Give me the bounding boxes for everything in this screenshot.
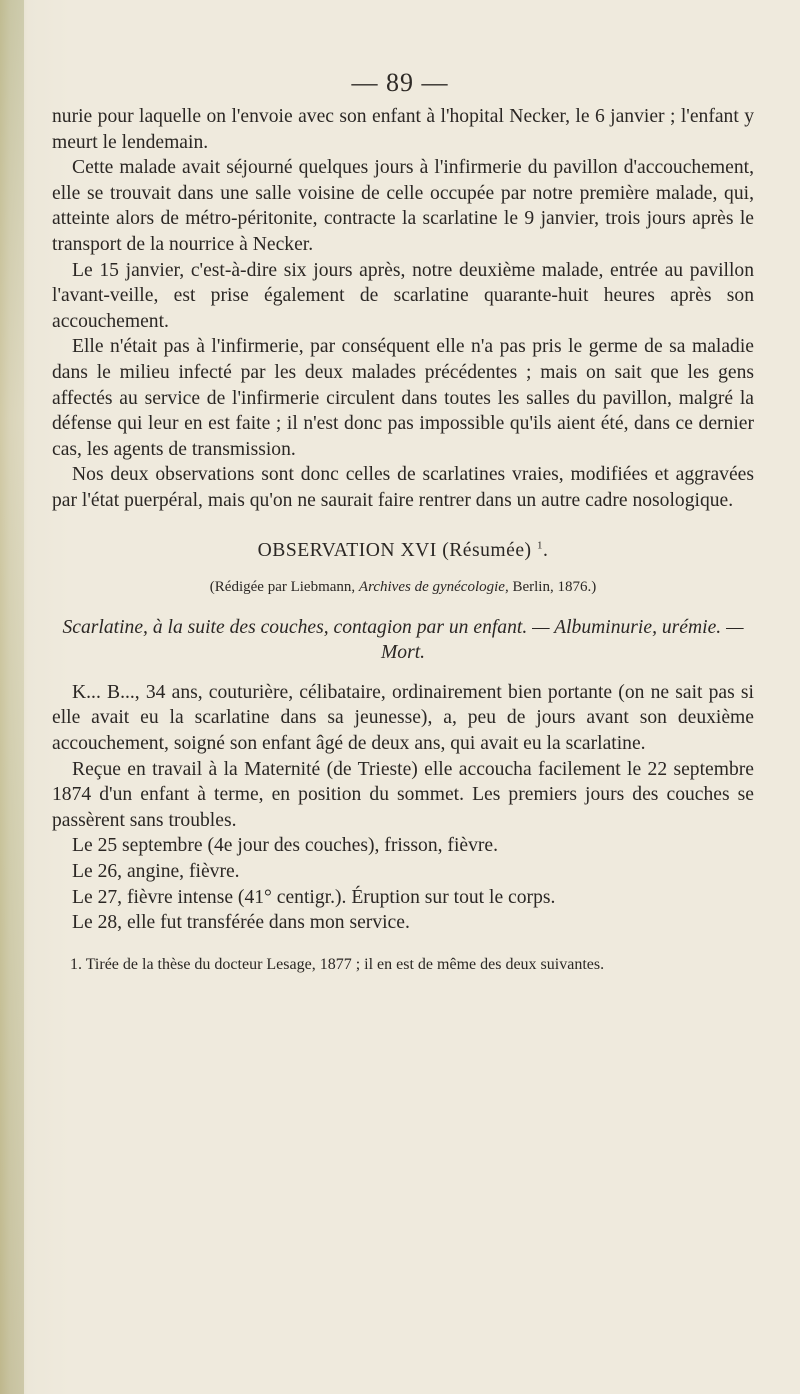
- paragraph: Cette malade avait séjourné quelques jours à l'infirmerie du pavillon d'accouchement, elle se trouvait dans une salle voisine de celle occupée par notre première malade, qui, atteinte alors de métro-péritonite, contracte la scarlatine le 9 janvier, trois jours après le transport de la nourrice à Necker.: [52, 157, 754, 255]
- case-paragraph: Le 26, angine, fièvre.: [72, 861, 240, 883]
- case-paragraph: Le 25 septembre (4e jour des couches), frisson, fièvre.: [72, 835, 499, 857]
- page-edge-shadow: [0, 0, 24, 1394]
- case-report: [52, 680, 754, 936]
- paragraph: Nos deux observations sont donc celles de scarlatines vraies, modifiées et aggravées par l'état puerpéral, mais qu'on ne saurait faire rentrer dans un autre cadre nosologique.: [52, 464, 754, 511]
- source-prefix: (Rédigée par Liebmann,: [209, 579, 359, 596]
- observation-title: OBSERVATION XVI (Résumée): [257, 539, 532, 561]
- source-suffix: , Berlin, 1876.): [504, 579, 597, 596]
- observation-heading: [52, 538, 754, 564]
- case-paragraph: Reçue en travail à la Maternité (de Trieste) elle accoucha facilement le 22 septembre 1874 d'un enfant à terme, en position du sommet. Les premiers jours des couches se passèrent sans troubles.: [52, 758, 754, 831]
- page-body: [52, 104, 754, 975]
- source-journal: Archives de gynécologie: [358, 579, 505, 596]
- paragraph: Le 15 janvier, c'est-à-dire six jours après, notre deuxième malade, entrée au pavillon l'avant-veille, est prise également de scarlatine quarante-huit heures après son accouchement.: [52, 259, 754, 332]
- footnote: 1. Tirée de la thèse du docteur Lesage, 1877 ; il en est de même des deux suivantes.: [70, 955, 605, 973]
- case-paragraph: Le 27, fièvre intense (41° centigr.). Éruption sur tout le corps.: [72, 886, 556, 908]
- case-paragraph: K... B..., 34 ans, couturière, célibataire, ordinairement bien portante (on ne sait pas si elle avait eu la scarlatine dans sa jeunesse), a, peu de jours avant son deuxième accouchement, soigné son enfant âgé de deux ans, qui avait eu la scarlatine.: [52, 681, 754, 755]
- footnote-marker: 1: [536, 538, 543, 551]
- paragraph: Elle n'était pas à l'infirmerie, par conséquent elle n'a pas pris le germe de sa maladie dans le milieu infecté par les deux malades précédentes ; mais on sait que les gens affectés au service de l'infirmerie circulent dans toutes les salles du pavillon, malgré la défense qui leur en est faite ; il n'est donc pas impossible qu'ils aient été, dans ce dernier cas, les agents de transmission.: [52, 336, 754, 460]
- observation-summary: Scarlatine, à la suite des couches, contagion par un enfant. — Albuminurie, urémie. — Mort.: [62, 616, 744, 664]
- paragraph: nurie pour laquelle on l'envoie avec son enfant à l'hopital Necker, le 6 janvier ; l'enfant y meurt le lendemain.: [52, 106, 754, 153]
- observation-heading-suffix: .: [542, 539, 549, 561]
- observation-source: [52, 575, 754, 601]
- page-number: — 89 —: [351, 68, 449, 97]
- case-paragraph: Le 28, elle fut transférée dans mon service.: [72, 912, 410, 934]
